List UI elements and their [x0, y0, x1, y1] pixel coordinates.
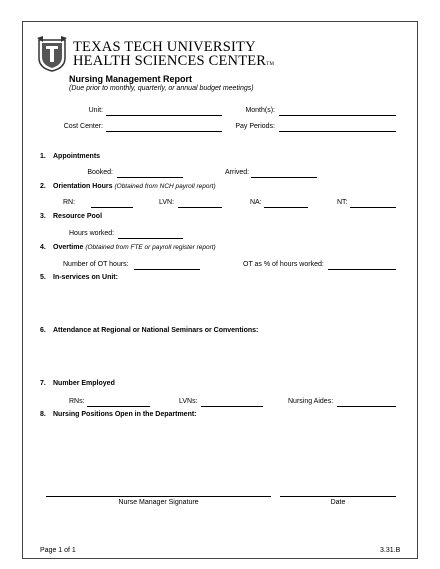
orientation-nt-field[interactable] [350, 207, 396, 208]
pay-periods-field[interactable] [279, 131, 396, 132]
section-4-note: (Obtained from FTE or payroll register report) [85, 244, 216, 251]
ot-hours-field[interactable] [134, 269, 200, 270]
employed-aides-field[interactable] [337, 406, 396, 407]
nt-label: NT: [337, 199, 348, 206]
orientation-rn-field[interactable] [91, 207, 133, 208]
booked-label: Booked: [87, 169, 113, 176]
ot-hours-label: Number of OT hours: [63, 261, 129, 268]
nursing-aides-label: Nursing Aides: [288, 398, 334, 405]
section-8-title: Nursing Positions Open in the Department: [53, 411, 197, 418]
section-3-number: 3. [40, 213, 46, 220]
unit-label: Unit: [88, 107, 103, 114]
ot-percent-label: OT as % of hours worked: [243, 261, 324, 268]
section-5-number: 5. [40, 274, 46, 281]
section-1-title: Appointments [53, 153, 101, 160]
section-4-title: Overtime (Obtained from FTE or payroll register report) [53, 244, 216, 251]
section-4-number: 4. [40, 244, 46, 251]
manager-signature-label: Nurse Manager Signature [118, 499, 199, 506]
unit-field[interactable] [106, 115, 222, 116]
orientation-na-field[interactable] [264, 207, 308, 208]
form-subtitle: (Due prior to monthly, quarterly, or annual budget meetings) [69, 85, 254, 92]
cost-center-field[interactable] [106, 131, 222, 132]
ttuhsc-seal-logo [37, 36, 67, 72]
months-label: Month(s): [245, 107, 275, 114]
university-name-line1: TEXAS TECH UNIVERSITY [73, 39, 256, 55]
form-page [22, 21, 418, 559]
manager-signature-field[interactable] [46, 496, 271, 497]
hours-worked-field[interactable] [118, 238, 183, 239]
lvns-label: LVNs: [179, 398, 198, 405]
arrived-field[interactable] [251, 177, 317, 178]
section-6-number: 6. [40, 327, 46, 334]
form-title: Nursing Management Report [69, 74, 193, 84]
pay-periods-label: Pay Periods: [235, 123, 275, 130]
section-3-title: Resource Pool [53, 213, 103, 220]
section-7-number: 7. [40, 380, 46, 387]
signature-date-label: Date [330, 499, 346, 506]
signature-date-field[interactable] [280, 496, 396, 497]
months-field[interactable] [279, 115, 396, 116]
section-2-note: (Obtained from NCH payroll report) [114, 183, 216, 190]
page-number: Page 1 of 1 [40, 547, 76, 554]
section-8-number: 8. [40, 411, 46, 418]
rns-label: RNs: [69, 398, 85, 405]
ot-percent-field[interactable] [328, 269, 396, 270]
section-6-title: Attendance at Regional or National Seminars or Conventions: [53, 327, 259, 334]
lvn-label: LVN: [159, 199, 175, 206]
trademark-mark: TM [266, 62, 275, 67]
section-2-title: Orientation Hours (Obtained from NCH payroll report) [53, 183, 216, 190]
rn-label: RN: [63, 199, 76, 206]
university-name-line2: HEALTH SCIENCES CENTERTM [73, 53, 275, 69]
section-2-number: 2. [40, 183, 46, 190]
section-5-title: In-services on Unit: [53, 274, 118, 281]
employed-rns-field[interactable] [87, 406, 150, 407]
hours-worked-label: Hours worked: [69, 230, 115, 237]
orientation-lvn-field[interactable] [178, 207, 222, 208]
employed-lvns-field[interactable] [201, 406, 263, 407]
na-label: NA: [250, 199, 262, 206]
booked-field[interactable] [117, 177, 183, 178]
arrived-label: Arrived: [225, 169, 250, 176]
section-1-number: 1. [40, 153, 46, 160]
cost-center-label: Cost Center: [63, 123, 103, 130]
section-7-title: Number Employed [53, 380, 115, 387]
form-code: 3.31.B [380, 547, 401, 554]
